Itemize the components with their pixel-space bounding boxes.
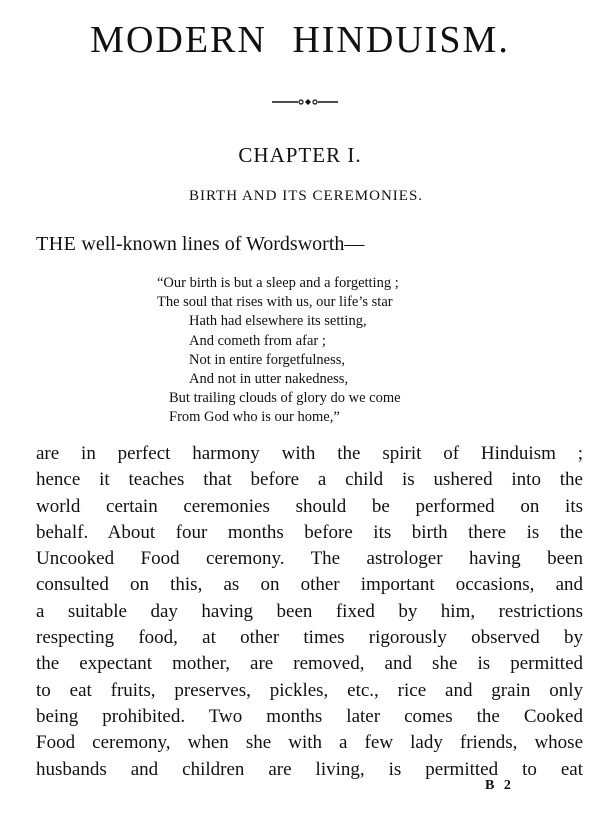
poem-line: From God who is our home,”	[169, 409, 340, 426]
chapter-heading: CHAPTER I.	[238, 143, 362, 167]
body-line: are in perfect harmony with the spirit of Hinduism ;	[36, 443, 583, 464]
poem-line: And not in utter nakedness,	[189, 371, 349, 388]
body-line: respecting food, at other times rigorously observed by	[36, 627, 583, 649]
body-line: Food ceremony, when she with a few lady friends, whose	[36, 732, 583, 754]
signature-mark: B 2	[485, 778, 514, 793]
ornament-divider	[270, 96, 340, 108]
body-line: being prohibited. Two months later comes the Cooked	[36, 705, 583, 727]
body-line: husbands and children are living, is permitted to eat	[36, 758, 583, 780]
chapter-title: BIRTH AND ITS CEREMONIES.	[188, 188, 424, 204]
poem-line: “Our birth is but a sleep and a forgetting ;	[157, 275, 399, 291]
body-line: world certain ceremonies should be performed on its	[36, 495, 583, 517]
poem-line: But trailing clouds of glory do we come	[169, 390, 401, 407]
body-line: hence it teaches that before a child is ushered into the	[36, 469, 583, 491]
body-paragraph	[36, 441, 583, 783]
intro-rest: well-known lines of Wordsworth—	[76, 233, 365, 255]
body-line: behalf. About four months before its birth there is the	[36, 521, 583, 543]
poem-quote	[157, 274, 487, 428]
poem-line: And cometh from afar ;	[189, 332, 326, 349]
body-line: a suitable day having been fixed by him, restrictions	[36, 600, 583, 622]
book-title: MODERN HINDUISM.	[90, 19, 510, 61]
intro-drop-word: THE	[36, 233, 77, 255]
body-line: to eat fruits, preserves, pickles, etc., rice and grain only	[36, 679, 583, 701]
poem-line: Not in entire forgetfulness,	[189, 351, 345, 368]
poem-line: The soul that rises with us, our life’s star	[157, 294, 393, 311]
body-line: the expectant mother, are removed, and she is permitted	[36, 653, 583, 675]
intro-line	[36, 233, 364, 256]
body-line: consulted on this, as on other important occasions, and	[36, 574, 583, 596]
body-line: Uncooked Food ceremony. The astrologer having been	[36, 548, 583, 570]
poem-line: Hath had elsewhere its setting,	[189, 313, 367, 330]
